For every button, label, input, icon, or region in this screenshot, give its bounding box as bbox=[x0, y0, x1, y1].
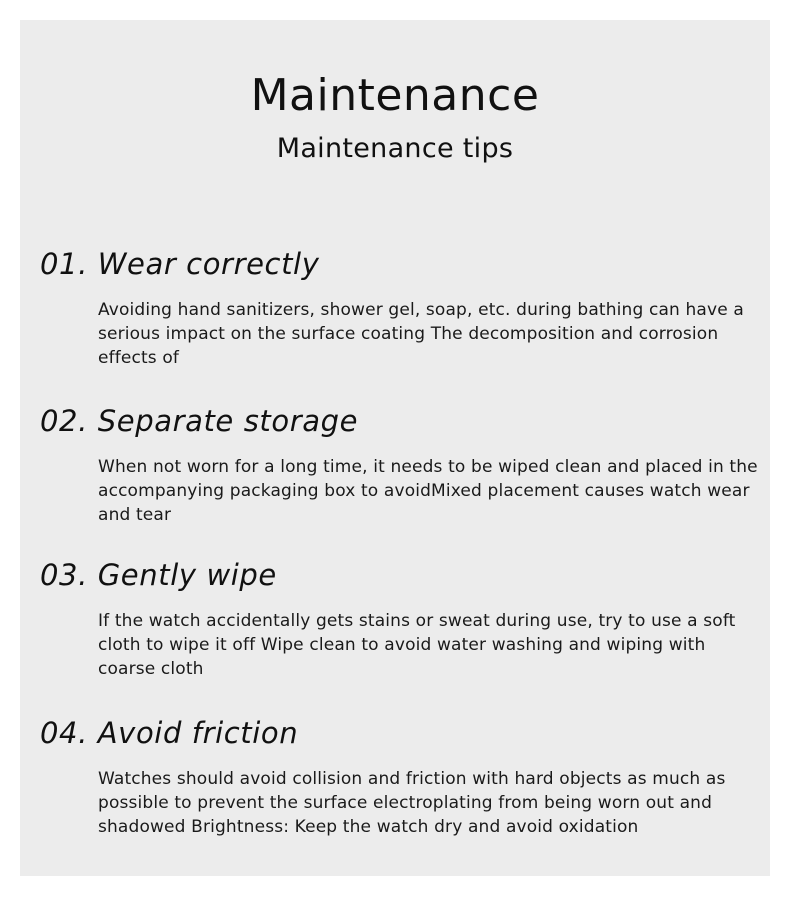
section-heading: 03. Gently wipe bbox=[40, 558, 277, 592]
tip-section-avoid-friction bbox=[40, 715, 760, 839]
section-heading: 04. Avoid friction bbox=[40, 716, 299, 750]
section-body: If the watch accidentally gets stains or sweat during use, try to use a soft cloth to wipe it off Wipe clean to avoid water washing and wiping with coarse cloth bbox=[98, 611, 736, 679]
section-body: When not worn for a long time, it needs to be wiped clean and placed in the accompanying packaging box to avoidMixed placement causes watch wear and tear bbox=[98, 457, 758, 525]
section-heading: 01. Wear correctly bbox=[40, 247, 320, 281]
tip-section-gently-wipe bbox=[40, 557, 760, 681]
tip-section-wear-correctly bbox=[40, 246, 760, 370]
section-body: Avoiding hand sanitizers, shower gel, soap, etc. during bathing can have a serious impact on the surface coating The decomposition and corrosion effects of bbox=[98, 300, 744, 368]
section-body: Watches should avoid collision and friction with hard objects as much as possible to prevent the surface electroplating from being worn out and shadowed Brightness: Keep the watch dry and avoid oxidation bbox=[98, 769, 726, 837]
tip-section-separate-storage bbox=[40, 403, 760, 527]
page-subtitle: Maintenance tips bbox=[276, 133, 514, 164]
page-title: Maintenance bbox=[250, 70, 540, 121]
section-heading: 02. Separate storage bbox=[40, 404, 359, 438]
